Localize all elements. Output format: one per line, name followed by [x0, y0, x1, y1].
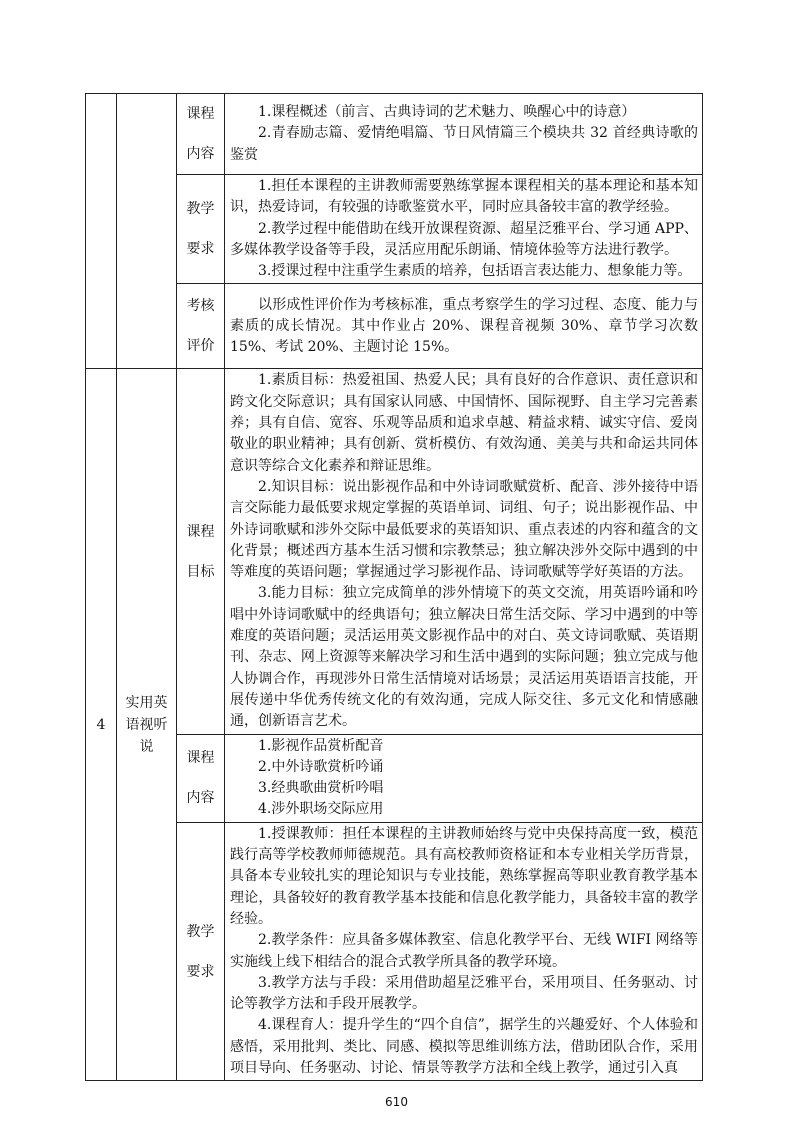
content-paragraph: 2.教学过程中能借助在线开放课程资源、超星泛雅平台、学习通 APP、多媒体教学设备等手段，灵活应用配乐朗诵、情境体验等方法进行教学。 [230, 220, 698, 258]
row-label-line: 课程 [186, 106, 215, 122]
row-label-line: 课程 [186, 750, 215, 767]
content-paragraph: 2.青春励志篇、爱情绝唱篇、节日风情篇三个模块共 32 首经典诗歌的鉴赏 [230, 125, 698, 163]
content-paragraph: 2.知识目标：说出影视作品和中外诗词歌赋赏析、配音、涉外接待中语言交际能力最低要求规定掌握的英语单词、词组、句子；说出影视作品、中外诗词歌赋和涉外交际中最低要求的英语知识、重点表述的内容和蕴含的文化背景；概述西方基本生活习惯和宗教禁忌；独立解决涉外交际中遇到的中等难度的英语问题；掌握通过学习影视作品、诗词歌赋等学好英语的方法。 [230, 478, 698, 581]
content-paragraph: 以形成性评价作为考核标准，重点考察学生的学习过程、态度、能力与素质的成长情况。其中作业占 20%、课程音视频 30%、章节学习次数 15%、考试 20%、主题讨论 15%。 [230, 296, 698, 356]
row-content [225, 822, 703, 1081]
table-row [86, 734, 703, 822]
row-content [225, 734, 703, 822]
content-paragraph: 1.素质目标：热爱祖国、热爱人民；具有良好的合作意识、责任意识和跨文化交际意识；具有国家认同感、中国情怀、国际视野、自主学习完善素养；具有自信、宽容、乐观等品质和追求卓越、精益求精、诚实守信、爱岗敬业的职业精神；具有创新、赏析模仿、有效沟通、美美与共和命运共同体意识等综合文化素养和辩证思维。 [230, 372, 698, 474]
row-label [177, 284, 225, 369]
row-label-line: 评价 [186, 338, 215, 355]
table-row [86, 284, 703, 369]
course-name: 实用英语视听说 [117, 369, 177, 1081]
row-label [177, 822, 225, 1081]
row-label-line: 内容 [186, 790, 215, 807]
content-paragraph: 3.授课过程中注重学生素质的培养，包括语言表达能力、想象能力等。 [258, 263, 692, 280]
content-paragraph: 3.教学方法与手段：采用借助超星泛雅平台，采用项目、任务驱动、讨论等教学方法和手段开展教学。 [230, 974, 698, 1013]
row-label-line: 内容 [186, 146, 215, 162]
row-label [177, 734, 225, 822]
content-paragraph: 2.中外诗歌赏析吟诵 [258, 758, 384, 775]
row-label-line: 考核 [186, 298, 215, 315]
row-label-line: 要求 [186, 963, 215, 980]
row-label-line: 教学 [186, 201, 215, 218]
row-content [225, 284, 703, 369]
table-row [86, 822, 703, 1081]
row-label [177, 369, 225, 734]
course-table [85, 93, 703, 1081]
row-label [177, 175, 225, 284]
table-row [86, 175, 703, 284]
row-label-line: 教学 [186, 923, 215, 940]
content-paragraph: 1.授课教师：担任本课程的主讲教师始终与党中央保持高度一致，模范践行高等学校教师师德规范。具有高校教师资格证和本专业相关学历背景，具备本专业较扎实的理论知识与专业技能，熟练掌握高等职业教育教学基本理论，具备较好的教育教学基本技能和信息化教学能力，具备较丰富的教学经验。 [230, 825, 698, 927]
table-row [86, 369, 703, 734]
row-content [225, 94, 703, 175]
row-label [177, 94, 225, 175]
page-number: 610 [385, 1095, 408, 1110]
row-label-line: 要求 [186, 241, 215, 258]
content-paragraph: 1.课程概述（前言、古典诗词的艺术魅力、唤醒心中的诗意） [258, 104, 636, 121]
row-label-line: 课程 [186, 523, 215, 540]
content-paragraph: 3.能力目标：独立完成简单的涉外情境下的英文交流，用英语吟诵和吟唱中外诗词歌赋中的经典语句；独立解决日常生活交际、学习中遇到的中等难度的英语问题；灵活运用英文影视作品中的对白、英文诗词歌赋、英语期刊、杂志、网上资源等来解决学习和生活中遇到的实际问题；独立完成与他人协调合作，再现涉外日常生活情境对话场景；灵活运用英语语言技能，开展传递中华优秀传统文化的有效沟通，完成人际交往、多元文化和情感融通，创新语言艺术。 [230, 585, 698, 730]
content-paragraph: 1.影视作品赏析配音 [258, 737, 384, 754]
row-content [225, 369, 703, 734]
course-number: 4 [86, 369, 117, 1081]
course-number [86, 94, 117, 369]
content-paragraph: 3.经典歌曲赏析吟唱 [258, 780, 384, 797]
content-paragraph: 4.涉外职场交际应用 [258, 801, 384, 818]
content-paragraph: 4.课程育人：提升学生的“四个自信”，据学生的兴趣爱好、个人体验和感悟，采用批判、类比、同感、模拟等思维训练方法，借助团队合作，采用项目导向、任务驱动、讨论、情景等教学方法和全线上教学，通过引入真 [230, 1017, 698, 1076]
row-content [225, 175, 703, 284]
content-paragraph: 1.担任本课程的主讲教师需要熟练掌握本课程相关的基本理论和基本知识，热爱诗词，有较强的诗歌鉴赏水平，同时应具备较丰富的教学经验。 [230, 178, 698, 216]
course-name [117, 94, 177, 369]
content-paragraph: 2.教学条件：应具备多媒体教室、信息化教学平台、无线 WIFI 网络等实施线上线下相结合的混合式教学所具备的教学环境。 [230, 932, 698, 970]
table-row [86, 94, 703, 175]
row-label-line: 目标 [186, 563, 215, 580]
